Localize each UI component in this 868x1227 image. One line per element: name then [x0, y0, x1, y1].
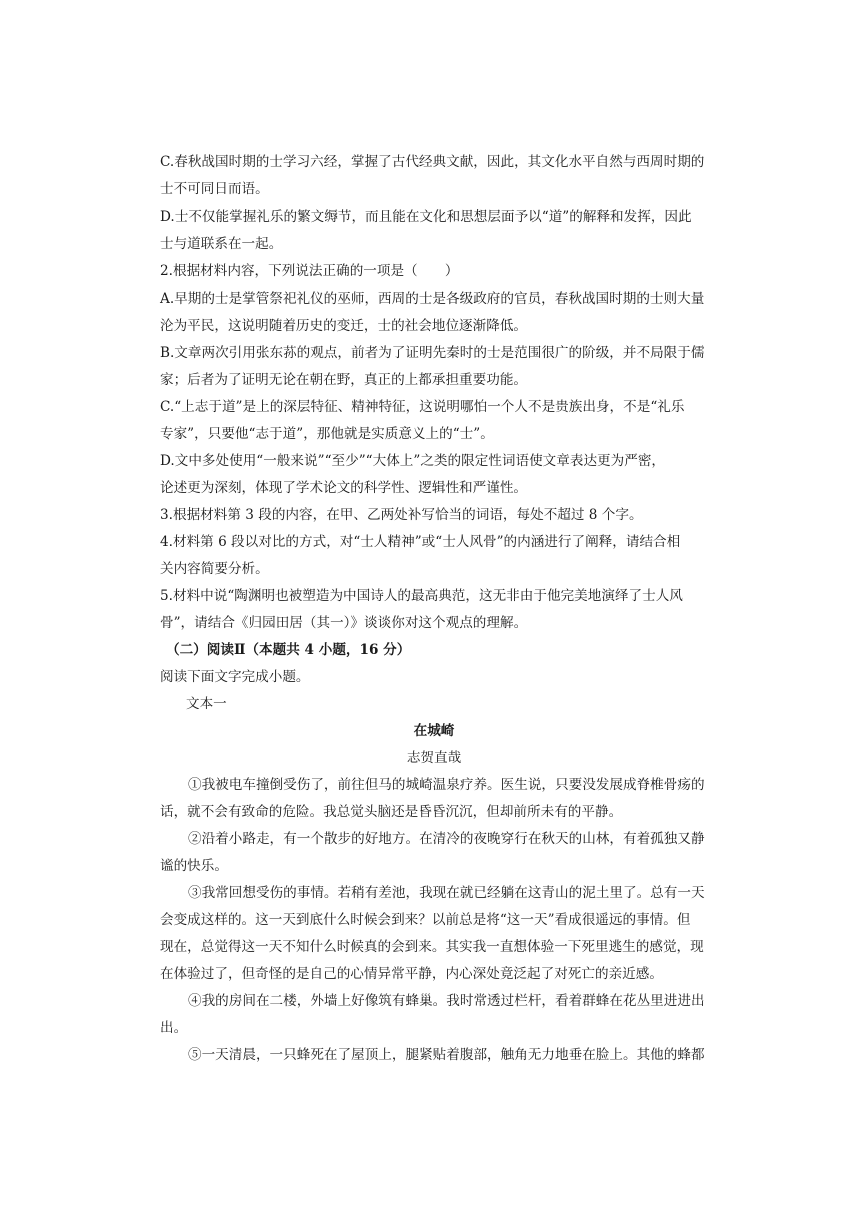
q2-option-d-line-2: 论述更为深刻，体现了学术论文的科学性、逻辑性和严谨性。	[160, 480, 528, 496]
question-5-line-1: 5.材料中说“陶渊明也被塑造为中国诗人的最高典范，这无非由于他完美地演绎了士人风	[160, 588, 683, 604]
option-d-line-2: 士与道联系在一起。	[160, 236, 283, 252]
section-2-heading: （二）阅读Ⅱ（本题共 4 小题，16 分）	[166, 642, 411, 658]
question-4-line-1: 4.材料第 6 段以对比的方式，对“士人精神”或“士人风骨”的内涵进行了阐释，请结合相	[160, 534, 681, 550]
question-5-line-2: 骨”，请结合《归园田居（其一）》谈谈你对这个观点的理解。	[160, 615, 528, 631]
question-3: 3.根据材料第 3 段的内容，在甲、乙两处补写恰当的词语，每处不超过 8 个字。	[160, 507, 643, 523]
question-2-stem: 2.根据材料内容，下列说法正确的一项是（ ）	[160, 263, 459, 279]
q2-option-a-line-2: 沦为平民，这说明随着历史的变迁，士的社会地位逐渐降低。	[160, 318, 528, 334]
section-2-instruction: 阅读下面文字完成小题。	[160, 669, 310, 685]
q2-option-d-line-1: D.文中多处使用“一般来说”“至少”“大体上”之类的限定性词语使文章表达更为严密，	[160, 453, 666, 469]
q2-option-c-line-2: 专家”，只要他“志于道”，那他就是实质意义上的“士”。	[160, 426, 494, 442]
text-one-label: 文本一	[186, 696, 227, 712]
paragraph-3-line-3: 现在，总觉得这一天不知什么时候真的会到来。其实我一直想体验一下死里逃生的感觉，现	[160, 939, 704, 955]
paragraph-3-line-4: 在体验过了，但奇怪的是自己的心情异常平静，内心深处竟泛起了对死亡的亲近感。	[160, 966, 663, 982]
story-title: 在城崎	[413, 723, 455, 739]
option-d-line-1: D.士不仅能掌握礼乐的繁文缛节，而且能在文化和思想层面予以“道”的解释和发挥，因此	[160, 209, 692, 225]
paragraph-2-line-2: 谧的快乐。	[160, 858, 228, 874]
q2-option-b-line-2: 家；后者为了证明无论在朝在野，真正的上都承担重要功能。	[160, 372, 528, 388]
paragraph-4-line-1: ④我的房间在二楼，外墙上好像筑有蜂巢。我时常透过栏杆，看着群蜂在花丛里进进出	[188, 993, 705, 1009]
q2-option-b-line-1: B.文章两次引用张东荪的观点，前者为了证明先秦时的士是范围很广的阶级，并不局限于儒	[160, 345, 705, 361]
q2-option-a-line-1: A.早期的士是掌管祭祀礼仪的巫师，西周的士是各级政府的官员，春秋战国时期的士则大量	[160, 291, 705, 307]
question-4-line-2: 关内容简要分析。	[160, 561, 269, 577]
paragraph-4-line-2: 出。	[160, 1020, 188, 1036]
paragraph-1-line-1: ①我被电车撞倒受伤了，前往但马的城崎温泉疗养。医生说，只要没发展成脊椎骨疡的	[188, 777, 705, 793]
q2-option-c-line-1: C.“上志于道”是上的深层特征、精神特征，这说明哪怕一个人不是贵族出身，不是“礼乐	[160, 399, 685, 415]
paragraph-3-line-1: ③我常回想受伤的事情。若稍有差池，我现在就已经躺在这青山的泥土里了。总有一天	[188, 885, 705, 901]
story-author: 志贺直哉	[406, 750, 462, 766]
paragraph-2-line-1: ②沿着小路走，有一个散步的好地方。在清冷的夜晚穿行在秋天的山林，有着孤独又静	[188, 831, 705, 847]
option-c-line-2: 士不可同日而语。	[160, 181, 269, 197]
paragraph-5-line-1: ⑤一天清晨，一只蜂死在了屋顶上，腿紧贴着腹部，触角无力地垂在脸上。其他的蜂都	[188, 1047, 705, 1063]
option-c-line-1: C.春秋战国时期的士学习六经，掌握了古代经典文献，因此，其文化水平自然与西周时期的	[160, 154, 705, 170]
paragraph-1-line-2: 话，就不会有致命的危险。我总觉头脑还是昏昏沉沉，但却前所未有的平静。	[160, 804, 623, 820]
paragraph-3-line-2: 会变成这样的。这一天到底什么时候会到来？以前总是将“这一天”看成很遥远的事情。但	[160, 912, 691, 928]
